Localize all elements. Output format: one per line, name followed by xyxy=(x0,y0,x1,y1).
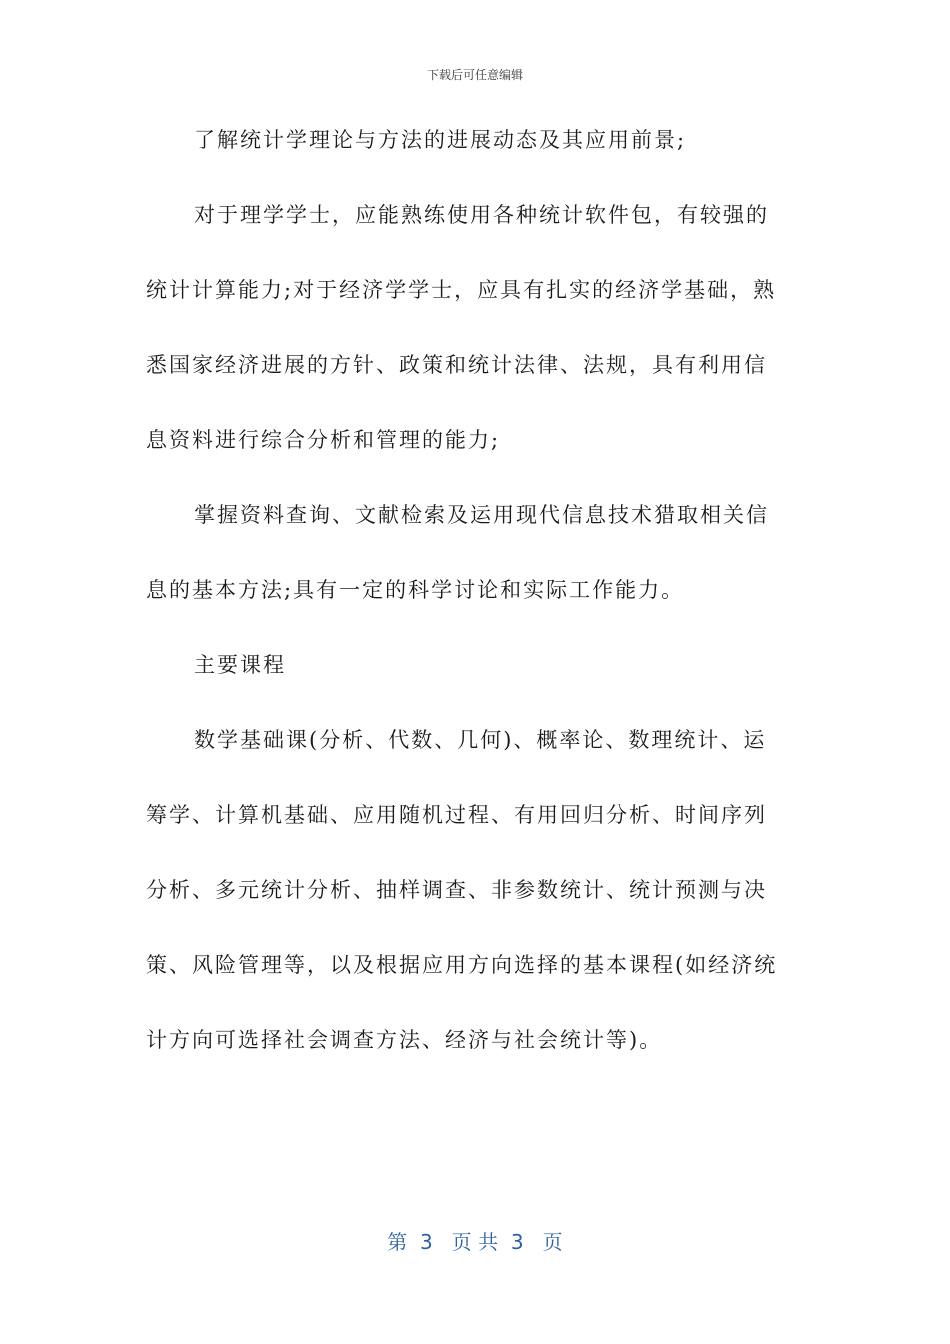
text-line: 分析、多元统计分析、抽样调查、非参数统计、统计预测与决 xyxy=(146,878,767,902)
header-note: 下载后可任意编辑 xyxy=(426,68,523,82)
text-line: 策、风险管理等，以及根据应用方向选择的基本课程(如经济统 xyxy=(146,953,778,977)
text-line: 计方向可选择社会调查方法、经济与社会统计等)。 xyxy=(146,1028,663,1052)
text-line: 悉国家经济进展的方针、政策和统计法律、法规，具有利用信 xyxy=(146,353,767,377)
text-line: 数学基础课(分析、代数、几何)、概率论、数理统计、运 xyxy=(194,728,767,752)
text-line: 对于理学学士，应能熟练使用各种统计软件包，有较强的 xyxy=(194,203,769,227)
text-line: 统计计算能力;对于经济学学士，应具有扎实的经济学基础，熟 xyxy=(146,278,777,302)
text-line: 了解统计学理论与方法的进展动态及其应用前景; xyxy=(194,128,687,152)
page-number-footer: 第 3 页 共 3 页 xyxy=(387,1230,563,1254)
section-heading: 主要课程 xyxy=(194,653,286,677)
text-line: 掌握资料查询、文献检索及运用现代信息技术猎取相关信 xyxy=(194,503,769,527)
document-body xyxy=(146,128,806,1103)
text-line: 息的基本方法;具有一定的科学讨论和实际工作能力。 xyxy=(146,578,685,602)
text-line: 筹学、计算机基础、应用随机过程、有用回归分析、时间序列 xyxy=(146,803,767,827)
text-line: 息资料进行综合分析和管理的能力; xyxy=(146,428,501,452)
